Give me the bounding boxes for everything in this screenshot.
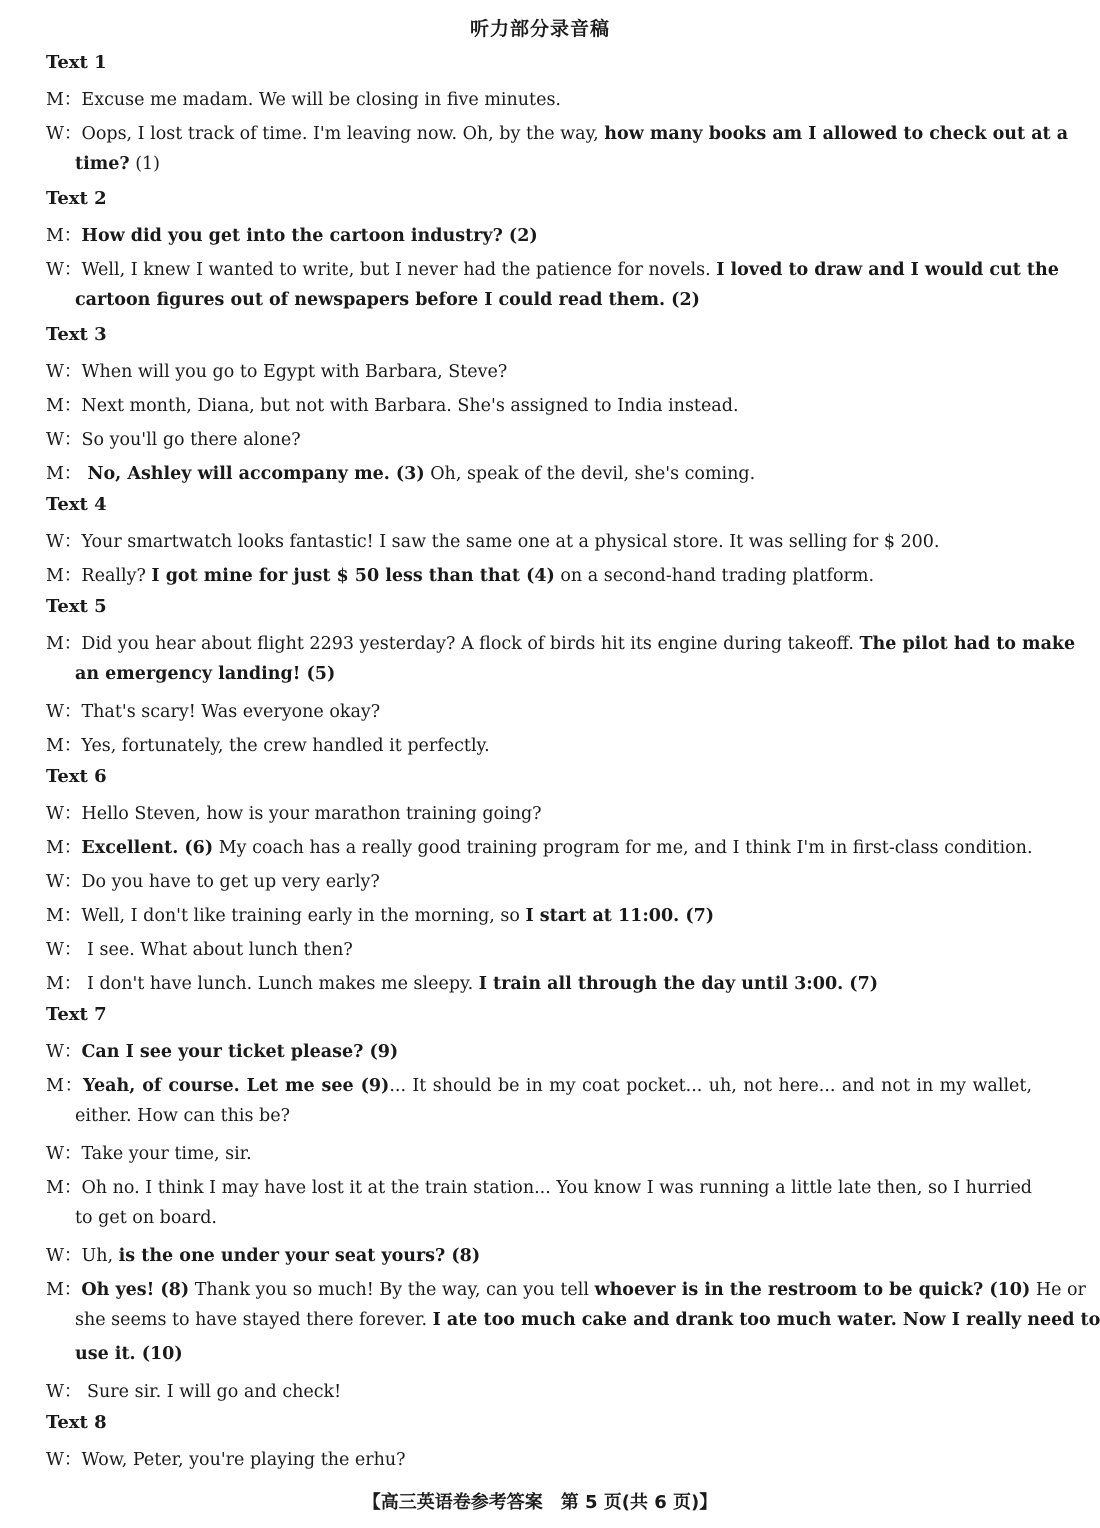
dialogue-text: on a second-hand trading platform. xyxy=(554,566,875,586)
dialogue-text: W：Oops, I lost track of time. I'm leaving now. Oh, by the way, xyxy=(46,124,605,144)
transcript-line xyxy=(46,358,1032,383)
transcript-line xyxy=(46,1378,1032,1403)
transcript-line xyxy=(46,800,1032,825)
dialogue-text: M：Well, I don't like training early in the morning, so xyxy=(46,906,526,926)
section-heading: Text 2 xyxy=(46,188,107,209)
transcript-line xyxy=(46,1072,1032,1097)
dialogue-text: W：Well, I knew I wanted to write, but I never had the patience for novels. xyxy=(46,260,717,280)
section-heading: Text 8 xyxy=(46,1412,107,1433)
transcript-line xyxy=(46,868,1032,893)
dialogue-text: W：That's scary! Was everyone okay? xyxy=(46,702,381,722)
answer-highlight: whoever is in the restroom to be quick? (10) xyxy=(594,1280,1031,1300)
page-footer: 【高三英语卷参考答案 第 5 页(共 6 页)】 xyxy=(362,1492,718,1513)
transcript-line xyxy=(46,392,1032,417)
transcript-line xyxy=(46,120,1069,145)
dialogue-text: He or xyxy=(1030,1280,1086,1300)
dialogue-text: Thank you so much! By the way, can you tell xyxy=(189,1280,595,1300)
transcript-line xyxy=(46,460,1032,485)
dialogue-text: M： xyxy=(46,1076,84,1096)
transcript-line xyxy=(46,1276,1086,1301)
dialogue-text: to get on board. xyxy=(75,1208,217,1228)
transcript-line xyxy=(46,1174,1032,1199)
transcript-line xyxy=(46,528,1032,553)
answer-highlight: I train all through the day until 3:00. (7) xyxy=(478,974,879,994)
answer-highlight: Oh yes! (8) xyxy=(81,1280,190,1300)
dialogue-text: (1) xyxy=(129,154,160,174)
section-heading: Text 1 xyxy=(46,52,107,73)
answer-highlight: I loved to draw and I would cut the xyxy=(716,260,1059,280)
transcript-line xyxy=(46,1242,1032,1267)
dialogue-text: ... It should be in my coat pocket... uh, not here... and not in my wallet, xyxy=(389,1076,1033,1096)
answer-highlight: I ate too much cake and drank too much water. Now I really need to xyxy=(432,1310,1100,1330)
dialogue-text: W：When will you go to Egypt with Barbara, Steve? xyxy=(46,362,508,382)
dialogue-text: W：So you'll go there alone? xyxy=(46,430,301,450)
dialogue-text: W：Wow, Peter, you're playing the erhu? xyxy=(46,1450,406,1470)
transcript-continuation-line xyxy=(75,290,1032,310)
transcript-line xyxy=(46,1038,1032,1063)
page-title: 听力部分录音稿 xyxy=(469,18,610,40)
section-heading: Text 6 xyxy=(46,766,107,787)
transcript-line xyxy=(46,834,1032,859)
transcript-continuation-line xyxy=(75,1344,1032,1364)
dialogue-text: W：Hello Steven, how is your marathon training going? xyxy=(46,804,542,824)
section-heading: Text 3 xyxy=(46,324,107,345)
answer-highlight: is the one under your seat yours? (8) xyxy=(118,1246,481,1266)
answer-highlight: use it. (10) xyxy=(75,1344,183,1364)
transcript-line xyxy=(46,562,1032,587)
dialogue-text: My coach has a really good training program for me, and I think I'm in first-class condition. xyxy=(213,838,1033,858)
dialogue-text: M：Did you hear about flight 2293 yesterday? A flock of birds hit its engine during takeoff. xyxy=(46,634,860,654)
answer-highlight: cartoon figures out of newspapers before I could read them. (2) xyxy=(75,290,700,310)
dialogue-text: M： I don't have lunch. Lunch makes me sleepy. xyxy=(46,974,479,994)
section-heading: Text 7 xyxy=(46,1004,107,1025)
dialogue-text: either. How can this be? xyxy=(75,1106,290,1126)
dialogue-text: W：Uh, xyxy=(46,1246,119,1266)
dialogue-text: W： Sure sir. I will go and check! xyxy=(46,1382,342,1402)
transcript-continuation-line xyxy=(75,154,1032,174)
dialogue-text: M：Next month, Diana, but not with Barbara. She's assigned to India instead. xyxy=(46,396,739,416)
transcript-continuation-line xyxy=(75,1106,1032,1126)
answer-highlight: Yeah, of course. Let me see (9) xyxy=(83,1076,390,1096)
transcript-line xyxy=(46,902,1032,927)
answer-highlight: I got mine for just $ 50 less than that (4) xyxy=(151,566,555,586)
dialogue-text: M：Oh no. I think I may have lost it at the train station... You know I was running a little late then, so I hurried xyxy=(46,1178,1032,1198)
answer-highlight: an emergency landing! (5) xyxy=(75,664,336,684)
section-heading: Text 4 xyxy=(46,494,107,515)
answer-highlight: Can I see your ticket please? (9) xyxy=(81,1042,399,1062)
transcript-line xyxy=(46,222,1032,247)
answer-highlight: Excellent. (6) xyxy=(81,838,214,858)
dialogue-text: W：Do you have to get up very early? xyxy=(46,872,380,892)
dialogue-text: M：Really? xyxy=(46,566,152,586)
transcript-line xyxy=(46,936,1032,961)
transcript-line xyxy=(46,1446,1032,1471)
dialogue-text: W：Take your time, sir. xyxy=(46,1144,252,1164)
answer-highlight: I start at 11:00. (7) xyxy=(525,906,715,926)
dialogue-text: M： xyxy=(46,226,82,246)
dialogue-text: M： xyxy=(46,838,82,858)
dialogue-text: W：Your smartwatch looks fantastic! I saw the same one at a physical store. It was selling for $ 200. xyxy=(46,532,940,552)
dialogue-text: W： xyxy=(46,1042,82,1062)
transcript-line xyxy=(46,732,1032,757)
section-heading: Text 5 xyxy=(46,596,107,617)
transcript-continuation-line xyxy=(75,664,1032,684)
answer-highlight: The pilot had to make xyxy=(859,634,1076,654)
transcript-continuation-line xyxy=(75,1310,1100,1330)
dialogue-text: she seems to have stayed there forever. xyxy=(75,1310,433,1330)
dialogue-text: M：Excuse me madam. We will be closing in five minutes. xyxy=(46,90,561,110)
transcript-continuation-line xyxy=(75,1208,1032,1228)
transcript-line xyxy=(46,1140,1032,1165)
transcript-line xyxy=(46,256,1059,281)
transcript-line xyxy=(46,630,1076,655)
transcript-line xyxy=(46,970,1032,995)
answer-highlight: No, Ashley will accompany me. (3) xyxy=(81,464,425,484)
dialogue-text: W： I see. What about lunch then? xyxy=(46,940,353,960)
dialogue-text: M：Yes, fortunately, the crew handled it perfectly. xyxy=(46,736,490,756)
transcript-line xyxy=(46,698,1032,723)
answer-highlight: time? xyxy=(75,154,130,174)
answer-highlight: how many books am I allowed to check out at a xyxy=(604,124,1069,144)
transcript-line xyxy=(46,86,1032,111)
dialogue-text: Oh, speak of the devil, she's coming. xyxy=(424,464,756,484)
transcript-line xyxy=(46,426,1032,451)
dialogue-text: M： xyxy=(46,464,82,484)
answer-highlight: How did you get into the cartoon industry? (2) xyxy=(81,226,538,246)
dialogue-text: M： xyxy=(46,1280,82,1300)
